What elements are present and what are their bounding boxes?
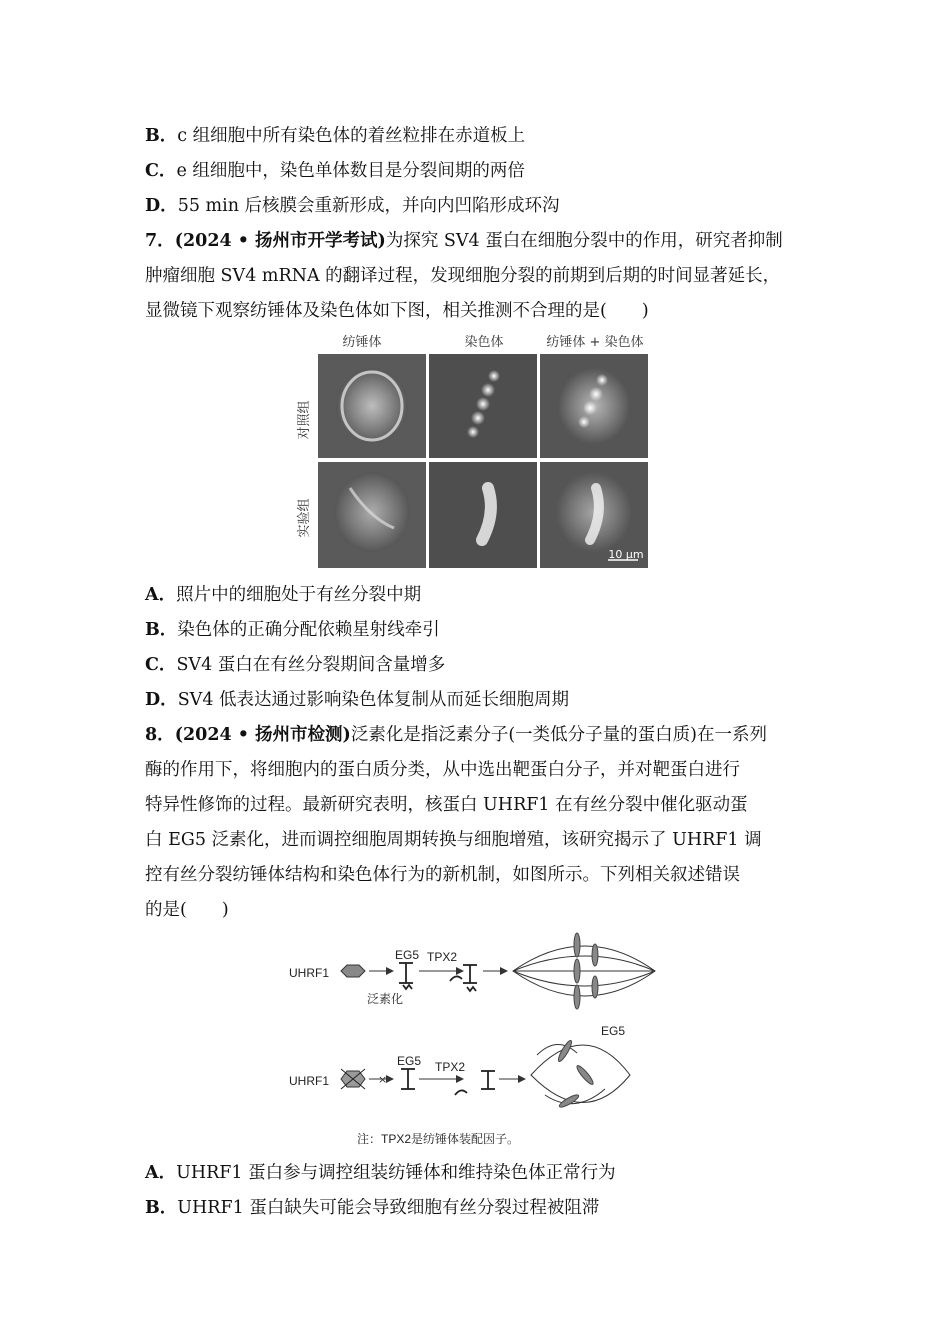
uhrf1-protein-icon	[341, 965, 365, 977]
q7-option-c: C．SV4 蛋白在有丝分裂期间含量增多	[145, 655, 446, 675]
q8-stem-line2: 酶的作用下，将细胞内的蛋白质分类，从中选出靶蛋白分子，并对靶蛋白进行	[145, 760, 740, 780]
uhrf1-deleted-icon	[341, 1069, 365, 1089]
eg5-tpx2-complex-icon	[450, 965, 477, 991]
col-label-chromosome: 染色体	[464, 335, 504, 350]
eg5-ubiquitinated-icon	[399, 963, 413, 989]
eg5-tpx2-unbound-icon	[455, 1071, 495, 1095]
eg5-label-spindle: EG5	[601, 1024, 626, 1038]
q8-stem-line1: 8．(2024 • 扬州市检测)泛素化是指泛素分子(一类低分子量的蛋白质)在一系列	[145, 725, 767, 745]
q7-option-b: B．染色体的正确分配依赖星射线牵引	[145, 620, 440, 640]
q7-stem-line3: 显微镜下观察纺锤体及染色体如下图，相关推测不合理的是( )	[145, 301, 649, 321]
uhrf1-label-top: UHRF1	[289, 966, 330, 980]
q8-stem-line6: 的是( )	[145, 900, 229, 920]
q8-stem-line4: 白 EG5 泛素化，进而调控细胞周期转换与细胞增殖，该研究揭示了 UHRF1 调	[145, 830, 762, 850]
col-label-spindle: 纺锤体	[342, 335, 382, 350]
svg-text:×: ×	[378, 1073, 388, 1086]
normal-spindle-icon	[513, 933, 655, 1009]
col-label-merge: 纺锤体 + 染色体	[546, 335, 644, 350]
row-label-control: 对照组	[297, 400, 312, 440]
q6-option-b: B．c 组细胞中所有染色体的着丝粒排在赤道板上	[145, 126, 526, 146]
q7-option-d: D．SV4 低表达通过影响染色体复制从而延长细胞周期	[145, 690, 570, 710]
panel-control-merge	[540, 354, 648, 458]
ubiquitination-label: 泛素化	[367, 992, 404, 1006]
panel-experiment-spindle	[318, 462, 426, 568]
tpx2-label-bottom: TPX2	[435, 1060, 466, 1074]
eg5-unmodified-icon	[401, 1069, 415, 1089]
uhrf1-pathway-figure	[285, 925, 670, 1155]
q8-option-b: B．UHRF1 蛋白缺失可能会导致细胞有丝分裂过程被阻滞	[145, 1198, 600, 1218]
q6-option-d: D．55 min 后核膜会重新形成，并向内凹陷形成环沟	[145, 196, 560, 216]
microscopy-figure	[290, 328, 660, 574]
q7-option-a: A．照片中的细胞处于有丝分裂中期	[145, 585, 422, 605]
panel-control-spindle	[318, 354, 426, 458]
panel-control-chromosome	[429, 354, 537, 458]
eg5-label-top: EG5	[395, 948, 420, 962]
q8-stem-line3: 特异性修饰的过程。最新研究表明，核蛋白 UHRF1 在有丝分裂中催化驱动蛋	[145, 795, 748, 815]
figure-note: 注：TPX2是纺锤体装配因子。	[357, 1132, 520, 1146]
scale-bar-label: 10 μm	[608, 548, 644, 561]
q7-stem-line2: 肿瘤细胞 SV4 mRNA 的翻译过程，发现细胞分裂的前期到后期的时间显著延长，	[145, 266, 781, 286]
uhrf1-label-bottom: UHRF1	[289, 1074, 330, 1088]
eg5-label-bottom: EG5	[397, 1054, 422, 1068]
q8-stem-line5: 控有丝分裂纺锤体结构和染色体行为的新机制，如图所示。下列相关叙述错误	[145, 865, 740, 885]
tpx2-label-top: TPX2	[427, 950, 458, 964]
panel-experiment-chromosome	[429, 462, 537, 568]
row-label-experiment: 实验组	[297, 498, 312, 538]
q8-option-a: A．UHRF1 蛋白参与调控组装纺锤体和维持染色体正常行为	[145, 1163, 616, 1183]
abnormal-spindle-icon	[531, 1039, 630, 1109]
q7-stem-line1: 7．(2024 • 扬州市开学考试)为探究 SV4 蛋白在细胞分裂中的作用，研究者抑制	[145, 231, 783, 251]
q6-option-c: C．e 组细胞中，染色单体数目是分裂间期的两倍	[145, 161, 525, 181]
